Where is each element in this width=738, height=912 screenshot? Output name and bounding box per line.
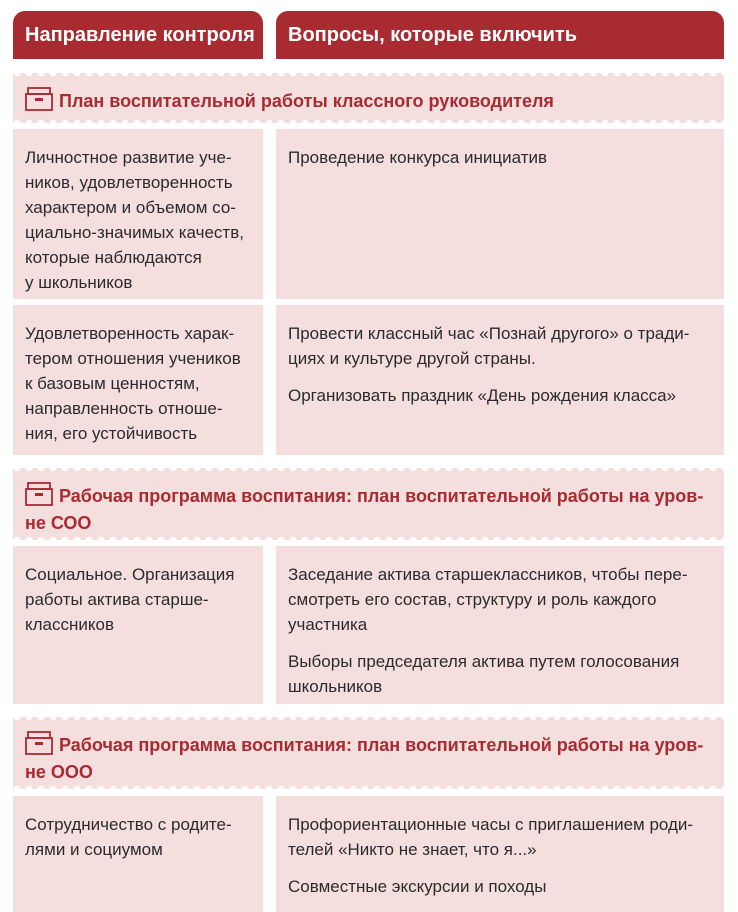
question-text: Заседание актива старшеклассников, чтобы пере- смотреть его состав, структуру и роль каждого участника: [288, 565, 688, 634]
direction-text: Социальное. Организация работы актива старше- классников: [25, 565, 235, 634]
archive-box-icon: [25, 482, 53, 506]
direction-text: Личностное развитие уче- ников, удовлетворенность характером и объемом со- циально-значимых качеств, которые наблюдаются у школьников: [25, 148, 244, 292]
archive-box-icon: [25, 87, 53, 111]
cell-questions: [276, 546, 724, 704]
question-text: Проведение конкурса инициатив: [288, 148, 548, 167]
question-text: Организовать праздник «День рождения класса»: [288, 386, 677, 405]
section-title-soo-program: [13, 468, 724, 540]
question-text: Выборы председателя актива путем голосования школьников: [288, 652, 680, 696]
question-text: Провести классный час «Познай другого» о тради- циях и культуре другой страны.: [288, 324, 690, 368]
cell-questions: [276, 305, 724, 455]
section-title-ooo-program: [13, 717, 724, 789]
cell-questions: [276, 129, 724, 299]
column-header-questions: Вопросы, которые включить: [276, 11, 724, 59]
archive-box-icon: [25, 731, 53, 755]
section-title-text: План воспитательной работы классного руководителя: [59, 91, 554, 111]
section-title-class-teacher-plan: [13, 73, 724, 123]
column-header-direction: Направление контроля: [13, 11, 263, 59]
direction-text: Удовлетворенность харак- тером отношения учеников к базовым ценностям, направленность отноше- ния, его устойчивость: [25, 324, 241, 443]
cell-direction: [13, 129, 263, 299]
section-title-text: Рабочая программа воспитания: план воспитательной работы на уров- не СОО: [25, 486, 704, 533]
section-title-text: Рабочая программа воспитания: план воспитательной работы на уров- не ООО: [25, 735, 704, 782]
question-text: Совместные экскурсии и походы: [288, 877, 547, 896]
direction-text: Сотрудничество с родите- лями и социумом: [25, 815, 232, 859]
cell-direction: [13, 305, 263, 455]
cell-direction: [13, 796, 263, 912]
question-text: Профориентационные часы с приглашением роди- телей «Никто не знает, что я...»: [288, 815, 694, 859]
cell-questions: [276, 796, 724, 912]
cell-direction: [13, 546, 263, 704]
